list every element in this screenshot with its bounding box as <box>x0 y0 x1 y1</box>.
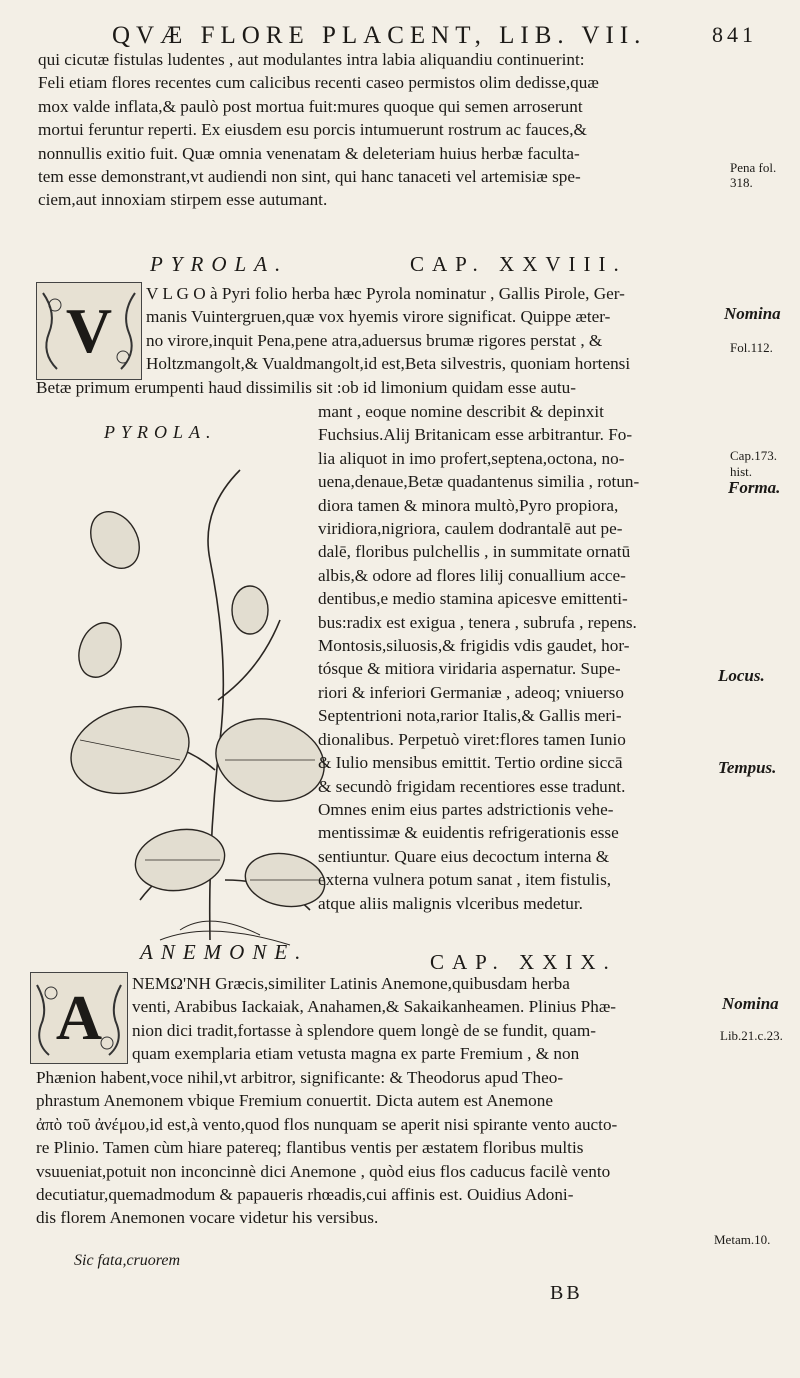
text-line: dentibus,e medio stamina apicesve emittenti- <box>318 589 628 609</box>
text-line: tem esse demonstrant,vt audiendi non sint, qui hanc tanaceti vel artemisiæ spe- <box>38 167 581 187</box>
decorated-initial-a <box>30 972 128 1064</box>
anemone-intro-lines <box>132 972 712 1066</box>
margin-note-locus: Locus. <box>718 666 765 685</box>
text-line: mox valde inflata,& paulò post mortua fuit:mures quoque qui semen arroserunt <box>38 96 583 116</box>
margin-note-pena <box>730 160 776 190</box>
text-line: ἀπὸ τοῦ ἀνέμου,id est,à vento,quod flos nunquam se aperit nisi spirante vento aucto- <box>36 1114 618 1134</box>
text-line: dis florem Anemonen vocare videtur his versibus. <box>36 1208 379 1228</box>
text-line: Omnes enim eius partes adstrictionis vehe- <box>318 799 614 819</box>
margin-note-forma: Forma. <box>728 478 781 497</box>
text-line: re Plinio. Tamen cùm hiare patereq; flantibus ventis per æstatem floribus multis <box>36 1138 584 1158</box>
text-line: ciem,aut innoxiam stirpem esse autumant. <box>38 190 328 210</box>
text-line: riori & inferiori Germaniæ , adeoq; vniuerso <box>318 682 624 702</box>
text-line: Betæ primum erumpenti haud dissimilis sit :ob id limonium quidam esse autu- <box>36 378 576 397</box>
section-title-pyrola: PYROLA. <box>150 252 289 276</box>
text-line: Fuchsius.Alij Britanicam esse arbitrantur. Fo- <box>318 425 633 445</box>
initial-letter: A <box>55 982 103 1053</box>
text-line: tósque & mitiora viridaria aspernatur. Supe- <box>318 659 621 679</box>
text-line: sentiuntur. Quare eius decoctum interna & <box>318 846 610 866</box>
text-line: mant , eoque nomine describit & depinxit <box>318 402 604 421</box>
text-line: mortui feruntur reperti. Ex eiusdem esu porcis intumuerunt rostrum ac fauces,& <box>38 120 587 140</box>
text-line: nonnullis exitio fuit. Quæ omnia venenatam & deleteriam huius herbæ faculta- <box>38 143 580 163</box>
chapter-number-pyrola: CAP. XXVIII. <box>410 252 627 276</box>
page-number: 841 <box>712 22 757 47</box>
margin-note-fol: Fol.112. <box>730 340 773 355</box>
text-line: vsuueniat,potuit non inconcinnè dici Anemone , quòd eius flos caducus facilè vento <box>36 1161 611 1181</box>
text-line: uena,denaue,Betæ quadantenus similia , rotun- <box>318 472 640 492</box>
text-line: Septentrioni nota,rarior Italis,& Gallis meri- <box>318 706 622 726</box>
text-line: Holtzmangolt,& Vualdmangolt,id est,Beta silvestris, quoniam hortensi <box>146 354 631 374</box>
margin-note-cap: Cap.173. <box>730 448 777 463</box>
text-line: no virore,inquit Pena,pene atra,aduersus brumæ rigores perstat , & <box>146 330 603 350</box>
intro-paragraph <box>38 48 714 212</box>
text-line: venti, Arabibus Iackaiak, Anahamen,& Sakaikanheamen. Plinius Phæ- <box>132 997 617 1017</box>
text-line: externa vulnera potum sanat , item fistulis, <box>318 870 612 890</box>
margin-note-tempus: Tempus. <box>718 758 777 777</box>
margin-note-metam: Metam.10. <box>714 1232 771 1247</box>
anemone-body <box>36 1066 712 1230</box>
margin-note-nomina-anemone: Nomina <box>722 994 779 1013</box>
text-line: albis,& odore ad flores lilij conuallium acce- <box>318 565 626 585</box>
verse-opening: Sic fata,cruorem <box>74 1252 181 1269</box>
text-line: V L G O à Pyri folio herba hæc Pyrola nominatur , Gallis Pirole, Ger- <box>146 284 625 303</box>
text-line: manis Vuintergruen,quæ vox hyemis virore significat. Quippe æter- <box>146 307 611 327</box>
text-line: mentissimæ & euidentis refrigerationis esse <box>318 823 619 843</box>
text-line: atque aliis malignis vlceribus medetur. <box>318 893 583 913</box>
text-line: dionalibus. Perpetuò viret:flores tamen Iunio <box>318 729 626 749</box>
text-line: dalē, floribus pulchellis , in summitate ornatū <box>318 542 631 562</box>
text-line: NEMΩ'NH Græcis,similiter Latinis Anemone,quibusdam herba <box>132 974 570 993</box>
chapter-number-anemone: CAP. XXIX. <box>430 950 617 974</box>
margin-text: Pena fol. <box>730 160 777 175</box>
pyrola-body <box>318 400 714 915</box>
text-line: phrastum Anemonem vbique Fremium conuertit. Dicta autem est Anemone <box>36 1091 553 1111</box>
margin-note-lib: Lib.21.c.23. <box>720 1028 783 1043</box>
text-line: decutiatur,quemadmodum & papaueris rhœadis,cui affinis est. Ouidius Adoni- <box>36 1185 574 1205</box>
signature-mark: BB <box>550 1282 583 1304</box>
text-line: nion dici tradit,fortasse à splendore quem longè de se fundit, quam- <box>132 1020 596 1040</box>
text-line: lia aliquot in imo profert,septena,octona, no- <box>318 448 625 468</box>
pyrola-full-line <box>36 376 712 399</box>
margin-note-hist: hist. <box>730 464 753 479</box>
text-line: Phænion habent,voce nihil,vt arbitror, significante: & Theodorus apud Theo- <box>36 1068 564 1087</box>
running-head: QVÆ FLORE PLACENT, LIB. VII. <box>112 22 647 49</box>
decorated-initial-v <box>36 282 142 380</box>
section-title-anemone: ANEMONE. <box>140 940 309 964</box>
pyrola-plant-illustration <box>60 440 330 950</box>
figure-label-pyrola: PYROLA. <box>104 422 217 442</box>
margin-note-nomina: Nomina <box>724 304 781 323</box>
text-line: diora tamen & minora multò,Pyro propiora, <box>318 495 619 515</box>
text-line: viridiora,nigriora, caulem dodrantalē aut pe- <box>318 519 623 539</box>
pyrola-intro-lines <box>146 282 712 376</box>
text-line: quam exemplaria etiam vetusta magna ex parte Fremium , & non <box>132 1044 580 1064</box>
text-line: bus:radix est exigua , tenera , subrufa , repens. <box>318 612 637 632</box>
text-line: & secundò frigidam recentiores esse tradunt. <box>318 776 626 796</box>
text-line: Montosis,siluosis,& frigidis vdis gaudet, hor- <box>318 636 630 656</box>
margin-text: 318. <box>730 175 753 190</box>
text-line: qui cicutæ fistulas ludentes , aut modulantes intra labia aliquandiu continuerint: <box>38 50 585 69</box>
text-line: Feli etiam flores recentes cum calicibus recenti caseo permistos olim dedisse,quæ <box>38 73 599 93</box>
text-line: & Iulio mensibus emittit. Tertio ordine siccā <box>318 753 623 773</box>
initial-letter: V <box>65 295 113 366</box>
